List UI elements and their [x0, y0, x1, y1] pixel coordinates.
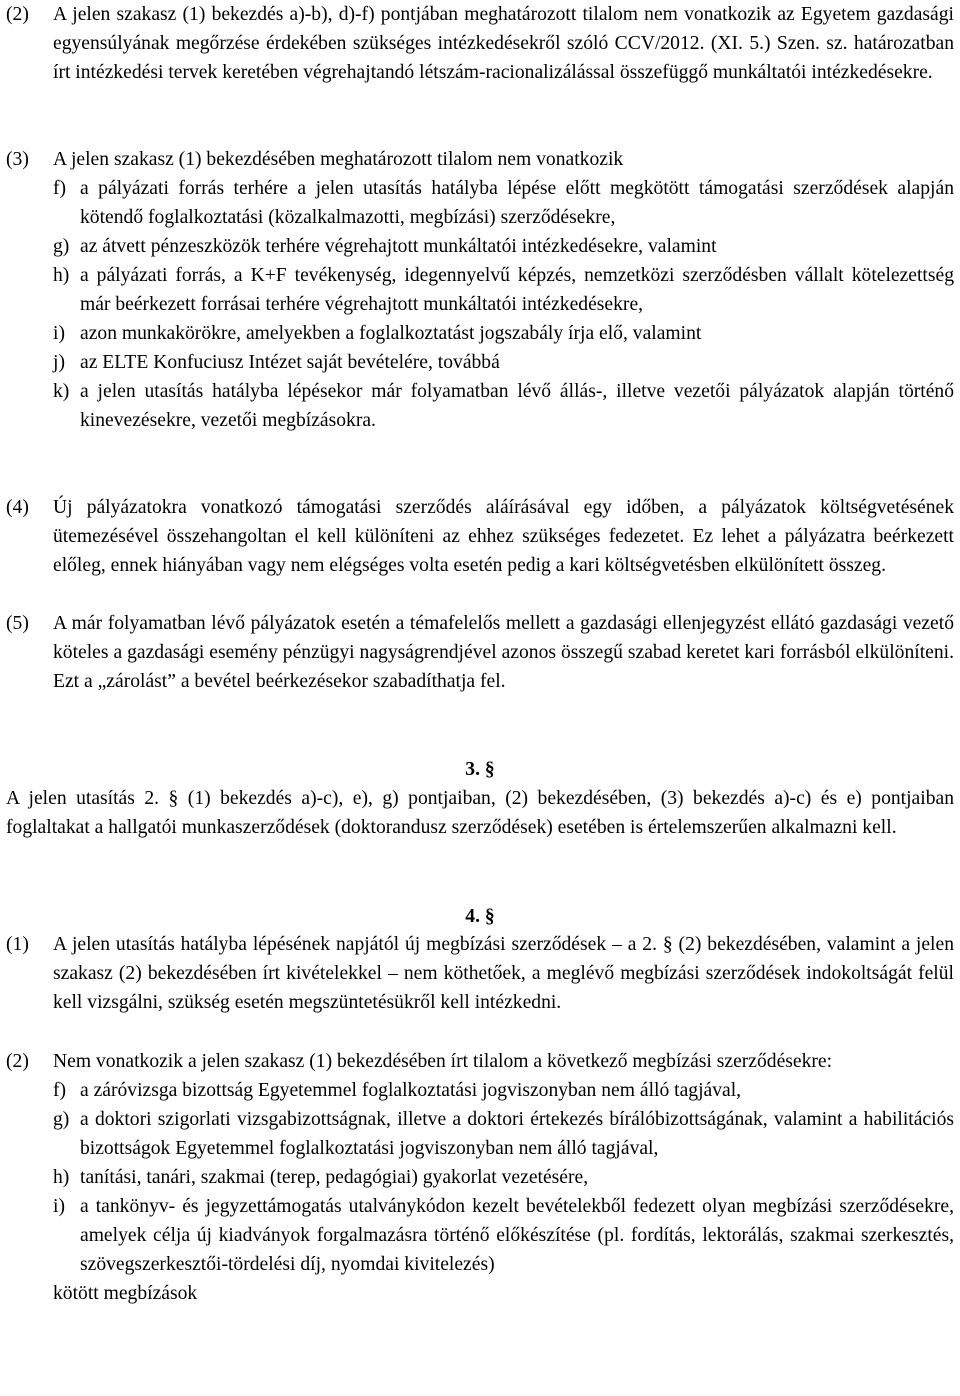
paragraph-intro: A jelen szakasz (1) bekezdésében meghatározott tilalom nem vonatkozik	[53, 149, 624, 170]
paragraph-number: (1)	[6, 934, 29, 955]
paragraph-number: (3)	[6, 149, 29, 170]
list-item-g: g) a doktori szigorlati vizsgabizottságnak, illetve a doktori értekezés bírálóbizottságának, valamint a habilitációs bizottságok Egyetemmel foglalkoztatási jogviszonyban nem álló tagjával,	[53, 1109, 954, 1159]
paragraph-3	[6, 145, 954, 435]
paragraph-4	[6, 493, 954, 580]
trailing-text: kötött megbízások	[53, 1283, 198, 1304]
paragraph-text: A jelen szakasz (1) bekezdés a)-b), d)-f) pontjában meghatározott tilalom nem vonatkozik az Egyetem gazdasági egyensúlyának megőrzése érdekében szükséges intézkedésekről szóló CCV/2012. (XI. 5.) Szen. sz. határozatban írt intézkedési tervek keretében végrehajtandó létszám-racionalizálással összefüggő munkáltatói intézkedésekre.	[53, 4, 954, 83]
section-4-paragraph-2	[6, 1047, 954, 1308]
list-item-h: h) tanítási, tanári, szakmai (terep, pedagógiai) gyakorlat vezetésére,	[53, 1167, 589, 1188]
paragraph-text: Új pályázatokra vonatkozó támogatási szerződés aláírásával egy időben, a pályázatok költségvetésének ütemezésével összehangoltan el kell különíteni az ehhez szükséges fedezetet. Ez lehet a pályázatra beérkezett előleg, ennek hiányában vagy nem elégséges volta esetén pedig a kari költségvetésben elkülönített összeg.	[53, 497, 954, 576]
list-item-f: f) a záróvizsga bizottság Egyetemmel foglalkoztatási jogviszonyban nem álló tagjával,	[53, 1080, 742, 1101]
section-heading-3: 3. §	[465, 759, 495, 780]
paragraph-2	[6, 0, 954, 87]
list-item-i: i) a tankönyv- és jegyzettámogatás utalványkódon kezelt bevételekből fedezett olyan megbízási szerződésekre, amelyek célja új kiadványok forgalmazásra történő előkészítése (pl. fordítás, lektorálás, szakmai szerkesztés, szövegszerkesztői-tördelési díj, nyomdai kivitelezés)	[53, 1196, 954, 1275]
list-item-h: h) a pályázati forrás, a K+F tevékenység, idegennyelvű képzés, nemzetközi szerződésben vállalt kötelezettség már beérkezett forrásai terhére végrehajtott munkáltatói intézkedésekre,	[53, 265, 954, 315]
paragraph-number: (2)	[6, 4, 29, 25]
section-4-paragraph-1	[6, 930, 954, 1017]
paragraph-text: A már folyamatban lévő pályázatok esetén a témafelelős mellett a gazdasági ellenjegyzést ellátó gazdasági vezető köteles a gazdasági esemény pénzügyi nagyságrendjével azonos összegű szabad keretet kari forrásból elkülöníteni. Ezt a „zárolást” a bevétel beérkezésekor szabadíthatja fel.	[53, 613, 954, 692]
section-3-text: A jelen utasítás 2. § (1) bekezdés a)-c), e), g) pontjaiban, (2) bekezdésében, (3) bekezdés a)-c) és e) pontjaiban foglaltakat a hallgatói munkaszerződések (doktorandusz szerződések) esetében is értelemszerűen alkalmazni kell.	[6, 788, 954, 838]
paragraph-5	[6, 609, 954, 696]
list-item-k: k) a jelen utasítás hatályba lépésekor már folyamatban lévő állás-, illetve vezetői pályázatok alapján történő kinevezésekre, vezetői megbízásokra.	[53, 381, 954, 431]
list-item-f: f) a pályázati forrás terhére a jelen utasítás hatályba lépése előtt megkötött támogatási szerződések alapján kötendő foglalkoztatási (közalkalmazotti, megbízási) szerződésekre,	[53, 178, 954, 228]
list-item-i: i) azon munkakörökre, amelyekben a foglalkoztatást jogszabály írja elő, valamint	[53, 323, 702, 344]
paragraph-intro: Nem vonatkozik a jelen szakasz (1) bekezdésében írt tilalom a következő megbízási szerződésekre:	[53, 1051, 833, 1072]
list-item-j: j) az ELTE Konfuciusz Intézet saját bevételére, továbbá	[53, 352, 500, 373]
paragraph-number: (5)	[6, 613, 29, 634]
paragraph-number: (2)	[6, 1051, 29, 1072]
paragraph-number: (4)	[6, 497, 29, 518]
paragraph-text: A jelen utasítás hatályba lépésének napjától új megbízási szerződések – a 2. § (2) bekezdésében, valamint a jelen szakasz (2) bekezdésében írt kivételekkel – nem köthetőek, a meglévő megbízási szerződések indokoltságát felül kell vizsgálni, szükség esetén megszüntetésükről kell intézkedni.	[53, 934, 954, 1013]
list-item-g: g) az átvett pénzeszközök terhére végrehajtott munkáltatói intézkedésekre, valamint	[53, 236, 717, 257]
section-heading-4: 4. §	[465, 906, 495, 927]
